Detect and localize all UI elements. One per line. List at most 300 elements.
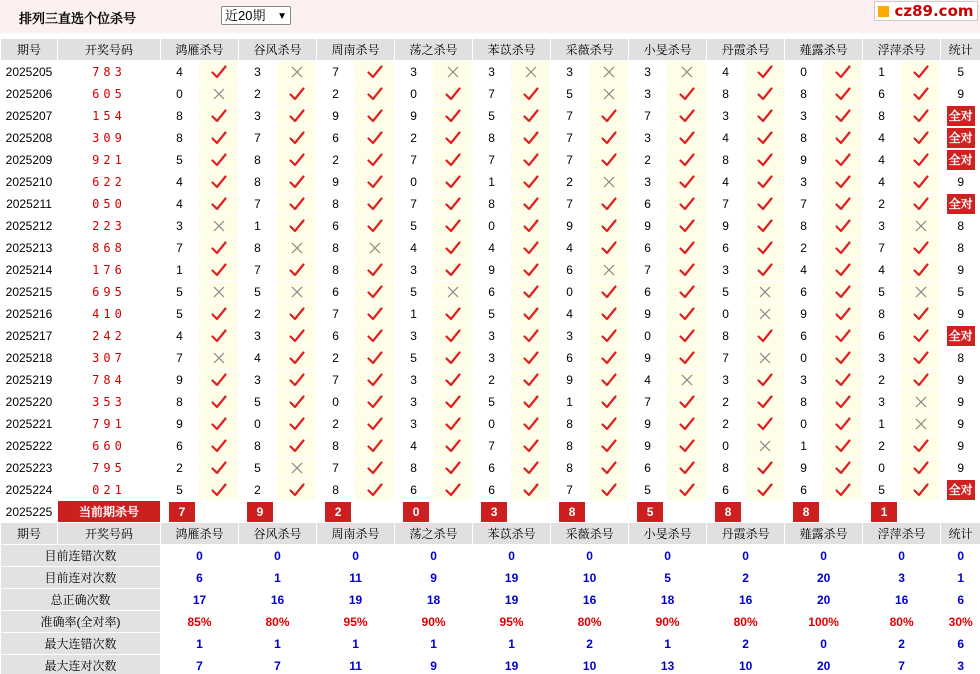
- summary-value: 11: [317, 655, 395, 674]
- kill-number-cell: 0: [395, 171, 433, 193]
- kill-number-cell: 9: [629, 413, 667, 435]
- result-mark-cell: [355, 479, 395, 501]
- check-icon: [211, 153, 227, 167]
- summary-value: 2: [707, 633, 785, 655]
- table-row: [1, 259, 980, 281]
- check-icon: [367, 285, 383, 299]
- kill-number-cell: 6: [863, 325, 901, 347]
- result-mark-cell: [199, 479, 239, 501]
- result-mark-cell: [589, 413, 629, 435]
- summary-value: 90%: [395, 611, 473, 633]
- check-icon: [913, 175, 929, 189]
- check-icon: [835, 417, 851, 431]
- kill-number-cell: 9: [551, 215, 589, 237]
- check-icon: [601, 483, 617, 497]
- kill-number-cell: 6: [785, 325, 823, 347]
- check-icon: [367, 87, 383, 101]
- kill-number-cell: 0: [785, 61, 823, 83]
- draw-number-cell: 223: [58, 215, 161, 237]
- check-icon: [913, 241, 929, 255]
- check-icon: [367, 175, 383, 189]
- check-icon: [757, 65, 773, 79]
- result-mark-cell: [511, 413, 551, 435]
- summary-value: 20: [785, 567, 863, 589]
- kill-number-cell: 7: [629, 105, 667, 127]
- stat-cell: [941, 193, 980, 215]
- result-mark-cell: [199, 149, 239, 171]
- result-mark-cell: [745, 325, 785, 347]
- check-icon: [445, 219, 461, 233]
- check-icon: [601, 197, 617, 211]
- summary-value: 0: [161, 545, 239, 567]
- result-mark-cell: [745, 83, 785, 105]
- summary-value: 90%: [629, 611, 707, 633]
- result-mark-cell: [433, 413, 473, 435]
- result-mark-cell: [901, 193, 941, 215]
- kill-number-cell: 2: [395, 127, 433, 149]
- result-mark-cell: [745, 391, 785, 413]
- kill-number-cell: 2: [629, 149, 667, 171]
- check-icon: [835, 373, 851, 387]
- result-mark-cell: [277, 237, 317, 259]
- result-mark-cell: [433, 259, 473, 281]
- kill-number-cell: 6: [317, 325, 355, 347]
- check-icon: [445, 175, 461, 189]
- kill-number-cell: 1: [395, 303, 433, 325]
- result-mark-cell: [667, 105, 707, 127]
- result-mark-cell: [823, 303, 863, 325]
- period-range-value: 近20期: [225, 8, 266, 23]
- result-mark-cell: [277, 479, 317, 501]
- check-icon: [679, 263, 695, 277]
- check-icon: [679, 87, 695, 101]
- kill-number-cell: 6: [473, 457, 511, 479]
- check-icon: [757, 87, 773, 101]
- result-mark-cell: [901, 325, 941, 347]
- site-logo[interactable]: [874, 1, 978, 21]
- check-icon: [289, 263, 305, 277]
- check-icon: [523, 329, 539, 343]
- stat-cell: [941, 105, 980, 127]
- cross-icon: [213, 88, 225, 100]
- page-title: 排列三直选个位杀号: [19, 11, 137, 26]
- result-mark-cell: [823, 149, 863, 171]
- summary-label: 目前连对次数: [1, 567, 161, 589]
- kill-number-cell: 1: [863, 413, 901, 435]
- check-icon: [211, 307, 227, 321]
- column-header-draw: 开奖号码: [58, 523, 161, 545]
- stat-cell: 9: [941, 413, 980, 435]
- result-mark-cell: [901, 237, 941, 259]
- current-kill-cell: [161, 501, 239, 523]
- result-mark-cell: [277, 369, 317, 391]
- table-row: [1, 149, 980, 171]
- kill-number-cell: 3: [395, 391, 433, 413]
- kill-number-cell: 3: [395, 325, 433, 347]
- check-icon: [523, 373, 539, 387]
- current-kill-number: 8: [793, 502, 819, 522]
- result-mark-cell: [901, 149, 941, 171]
- kill-number-cell: 0: [707, 303, 745, 325]
- summary-value: 0: [551, 545, 629, 567]
- result-mark-cell: [589, 457, 629, 479]
- result-mark-cell: [199, 127, 239, 149]
- result-mark-cell: [355, 347, 395, 369]
- check-icon: [211, 65, 227, 79]
- summary-value: 13: [629, 655, 707, 674]
- cross-icon: [603, 66, 615, 78]
- result-mark-cell: [277, 281, 317, 303]
- stat-cell: 9: [941, 391, 980, 413]
- result-mark-cell: [589, 105, 629, 127]
- stat-cell: [941, 127, 980, 149]
- result-mark-cell: [823, 61, 863, 83]
- check-icon: [913, 65, 929, 79]
- check-icon: [601, 285, 617, 299]
- result-mark-cell: [433, 105, 473, 127]
- current-kill-cell: [785, 501, 863, 523]
- summary-value: 85%: [161, 611, 239, 633]
- cross-icon: [759, 440, 771, 452]
- kill-number-cell: 5: [239, 281, 277, 303]
- result-mark-cell: [511, 237, 551, 259]
- summary-row: [1, 633, 980, 655]
- kill-number-cell: 4: [863, 171, 901, 193]
- kill-number-cell: 7: [629, 391, 667, 413]
- kill-number-cell: 4: [161, 171, 199, 193]
- summary-value: 11: [317, 567, 395, 589]
- result-mark-cell: [901, 281, 941, 303]
- summary-value: 10: [551, 567, 629, 589]
- result-mark-cell: [199, 215, 239, 237]
- draw-number-cell: 021: [58, 479, 161, 501]
- draw-number-cell: 307: [58, 347, 161, 369]
- kill-number-cell: 8: [707, 457, 745, 479]
- all-correct-badge: 全对: [947, 150, 975, 170]
- summary-label: 最大连对次数: [1, 655, 161, 674]
- result-mark-cell: [745, 237, 785, 259]
- cross-icon: [681, 374, 693, 386]
- result-mark-cell: [667, 61, 707, 83]
- result-mark-cell: [355, 369, 395, 391]
- result-mark-cell: [745, 259, 785, 281]
- stat-cell: 5: [941, 281, 980, 303]
- result-mark-cell: [277, 457, 317, 479]
- check-icon: [913, 153, 929, 167]
- result-mark-cell: [355, 193, 395, 215]
- check-icon: [757, 219, 773, 233]
- kill-number-cell: 6: [707, 237, 745, 259]
- summary-value: 10: [707, 655, 785, 674]
- result-mark-cell: [199, 83, 239, 105]
- kill-number-cell: 7: [395, 193, 433, 215]
- stat-cell: 9: [941, 303, 980, 325]
- summary-value: 80%: [863, 611, 941, 633]
- check-icon: [601, 131, 617, 145]
- kill-number-cell: 4: [161, 61, 199, 83]
- kill-number-cell: 7: [551, 479, 589, 501]
- check-icon: [835, 263, 851, 277]
- result-mark-cell: [667, 215, 707, 237]
- result-mark-cell: [277, 413, 317, 435]
- check-icon: [445, 153, 461, 167]
- kill-number-cell: 6: [629, 193, 667, 215]
- cross-icon: [759, 308, 771, 320]
- check-icon: [757, 417, 773, 431]
- result-mark-cell: [199, 61, 239, 83]
- summary-value: 95%: [473, 611, 551, 633]
- check-icon: [289, 483, 305, 497]
- kill-number-cell: 8: [707, 149, 745, 171]
- result-mark-cell: [199, 303, 239, 325]
- kill-number-cell: 9: [785, 303, 823, 325]
- check-icon: [601, 395, 617, 409]
- result-mark-cell: [511, 281, 551, 303]
- kill-number-cell: 5: [395, 215, 433, 237]
- all-correct-badge: 全对: [947, 194, 975, 214]
- kill-number-cell: 4: [473, 237, 511, 259]
- draw-number-cell: 154: [58, 105, 161, 127]
- period-range-select[interactable]: [221, 6, 291, 25]
- kill-number-cell: 8: [317, 259, 355, 281]
- kill-number-cell: 7: [317, 369, 355, 391]
- result-mark-cell: [355, 325, 395, 347]
- check-icon: [211, 395, 227, 409]
- check-icon: [913, 439, 929, 453]
- check-icon: [289, 131, 305, 145]
- kill-number-cell: 0: [551, 281, 589, 303]
- check-icon: [289, 417, 305, 431]
- result-mark-cell: [355, 105, 395, 127]
- kill-number-cell: 4: [707, 171, 745, 193]
- kill-number-cell: 5: [161, 303, 199, 325]
- table-row: [1, 347, 980, 369]
- draw-number-cell: 921: [58, 149, 161, 171]
- result-mark-cell: [901, 127, 941, 149]
- result-mark-cell: [823, 479, 863, 501]
- result-mark-cell: [511, 259, 551, 281]
- period-cell: 2025212: [1, 215, 58, 237]
- summary-value: 1: [629, 633, 707, 655]
- cross-icon: [915, 418, 927, 430]
- check-icon: [211, 197, 227, 211]
- draw-number-cell: 784: [58, 369, 161, 391]
- table-row: [1, 61, 980, 83]
- kill-number-cell: 5: [239, 391, 277, 413]
- summary-value: 1: [239, 633, 317, 655]
- table-row: [1, 303, 980, 325]
- check-icon: [835, 131, 851, 145]
- check-icon: [679, 131, 695, 145]
- kill-number-cell: 3: [395, 413, 433, 435]
- all-correct-badge: 全对: [947, 106, 975, 126]
- period-cell: 2025206: [1, 83, 58, 105]
- result-mark-cell: [901, 303, 941, 325]
- kill-number-cell: 7: [551, 105, 589, 127]
- check-icon: [523, 109, 539, 123]
- current-kill-cell: [239, 501, 317, 523]
- summary-value: 0: [785, 633, 863, 655]
- check-icon: [445, 307, 461, 321]
- check-icon: [211, 417, 227, 431]
- summary-value: 10: [551, 655, 629, 674]
- result-mark-cell: [511, 435, 551, 457]
- column-header-killer: 苯苡杀号: [473, 39, 551, 61]
- check-icon: [679, 241, 695, 255]
- result-mark-cell: [823, 259, 863, 281]
- kill-number-cell: 8: [863, 105, 901, 127]
- kill-number-cell: 9: [629, 435, 667, 457]
- kill-number-cell: 4: [785, 259, 823, 281]
- kill-number-cell: 7: [239, 259, 277, 281]
- summary-value: 95%: [317, 611, 395, 633]
- all-correct-badge: 全对: [947, 128, 975, 148]
- check-icon: [835, 483, 851, 497]
- check-icon: [367, 307, 383, 321]
- kill-number-cell: 2: [863, 369, 901, 391]
- summary-value: 1: [317, 633, 395, 655]
- cross-icon: [681, 66, 693, 78]
- draw-number-cell: 605: [58, 83, 161, 105]
- result-mark-cell: [511, 193, 551, 215]
- result-mark-cell: [511, 479, 551, 501]
- draw-number-cell: 050: [58, 193, 161, 215]
- kill-number-cell: 3: [707, 369, 745, 391]
- result-mark-cell: [433, 237, 473, 259]
- column-header-killer: 采薇杀号: [551, 523, 629, 545]
- current-kill-cell: [551, 501, 629, 523]
- current-kill-label: 当前期杀号: [58, 501, 161, 523]
- kill-number-cell: 8: [161, 127, 199, 149]
- kill-number-cell: 9: [317, 171, 355, 193]
- check-icon: [913, 87, 929, 101]
- check-icon: [757, 329, 773, 343]
- result-mark-cell: [589, 369, 629, 391]
- kill-number-cell: 3: [395, 61, 433, 83]
- current-kill-number: 7: [169, 502, 195, 522]
- summary-value: 100%: [785, 611, 863, 633]
- kill-number-cell: 7: [629, 259, 667, 281]
- check-icon: [835, 439, 851, 453]
- kill-number-cell: 1: [863, 61, 901, 83]
- check-icon: [835, 109, 851, 123]
- kill-number-cell: 5: [629, 479, 667, 501]
- column-header-killer: 荡之杀号: [395, 39, 473, 61]
- result-mark-cell: [511, 61, 551, 83]
- period-cell: 2025223: [1, 457, 58, 479]
- current-period-cell: 2025225: [1, 501, 58, 523]
- kill-number-cell: 0: [629, 325, 667, 347]
- summary-stat: 1: [941, 567, 980, 589]
- kill-number-cell: 8: [551, 435, 589, 457]
- stat-cell: 9: [941, 259, 980, 281]
- result-mark-cell: [823, 193, 863, 215]
- summary-value: 1: [161, 633, 239, 655]
- result-mark-cell: [745, 281, 785, 303]
- result-mark-cell: [901, 479, 941, 501]
- result-mark-cell: [277, 325, 317, 347]
- kill-number-cell: 8: [473, 193, 511, 215]
- summary-stat: 6: [941, 633, 980, 655]
- kill-number-cell: 2: [317, 413, 355, 435]
- column-header-killer: 采薇杀号: [551, 39, 629, 61]
- column-header-killer: 苯苡杀号: [473, 523, 551, 545]
- result-mark-cell: [667, 347, 707, 369]
- check-icon: [679, 219, 695, 233]
- kill-number-cell: 9: [629, 215, 667, 237]
- kill-number-cell: 5: [161, 149, 199, 171]
- stat-cell: [941, 149, 980, 171]
- check-icon: [211, 373, 227, 387]
- check-icon: [523, 175, 539, 189]
- kill-number-cell: 8: [785, 391, 823, 413]
- period-cell: 2025213: [1, 237, 58, 259]
- stat-cell: [941, 479, 980, 501]
- column-header-killer: 浮萍杀号: [863, 523, 941, 545]
- all-correct-badge: 全对: [947, 480, 975, 500]
- result-mark-cell: [901, 61, 941, 83]
- result-mark-cell: [511, 303, 551, 325]
- summary-value: 0: [239, 545, 317, 567]
- result-mark-cell: [823, 281, 863, 303]
- result-mark-cell: [433, 479, 473, 501]
- period-cell: 2025224: [1, 479, 58, 501]
- summary-value: 9: [395, 567, 473, 589]
- summary-value: 80%: [707, 611, 785, 633]
- column-header-killer: 浮萍杀号: [863, 39, 941, 61]
- kill-number-cell: 9: [551, 369, 589, 391]
- result-mark-cell: [511, 171, 551, 193]
- period-cell: 2025216: [1, 303, 58, 325]
- cross-icon: [291, 242, 303, 254]
- check-icon: [367, 461, 383, 475]
- result-mark-cell: [901, 413, 941, 435]
- kill-number-cell: 3: [785, 105, 823, 127]
- kill-number-cell: 9: [161, 413, 199, 435]
- summary-row: [1, 589, 980, 611]
- result-mark-cell: [745, 479, 785, 501]
- check-icon: [211, 329, 227, 343]
- result-mark-cell: [355, 413, 395, 435]
- table-row: [1, 413, 980, 435]
- result-mark-cell: [277, 347, 317, 369]
- summary-value: 16: [707, 589, 785, 611]
- summary-value: 18: [629, 589, 707, 611]
- kill-number-cell: 3: [473, 61, 511, 83]
- result-mark-cell: [511, 347, 551, 369]
- current-stat-cell: [941, 501, 980, 523]
- kill-number-cell: 8: [473, 127, 511, 149]
- draw-number-cell: 353: [58, 391, 161, 413]
- summary-value: 16: [239, 589, 317, 611]
- check-icon: [289, 153, 305, 167]
- current-kill-number: 8: [559, 502, 585, 522]
- result-mark-cell: [589, 193, 629, 215]
- check-icon: [679, 329, 695, 343]
- period-cell: 2025215: [1, 281, 58, 303]
- kill-number-cell: 7: [707, 347, 745, 369]
- check-icon: [445, 197, 461, 211]
- result-mark-cell: [355, 303, 395, 325]
- kill-number-cell: 8: [239, 149, 277, 171]
- stat-cell: [941, 325, 980, 347]
- kill-number-cell: 3: [239, 61, 277, 83]
- summary-value: 19: [473, 567, 551, 589]
- result-mark-cell: [589, 281, 629, 303]
- kill-number-cell: 7: [785, 193, 823, 215]
- check-icon: [835, 219, 851, 233]
- result-mark-cell: [667, 369, 707, 391]
